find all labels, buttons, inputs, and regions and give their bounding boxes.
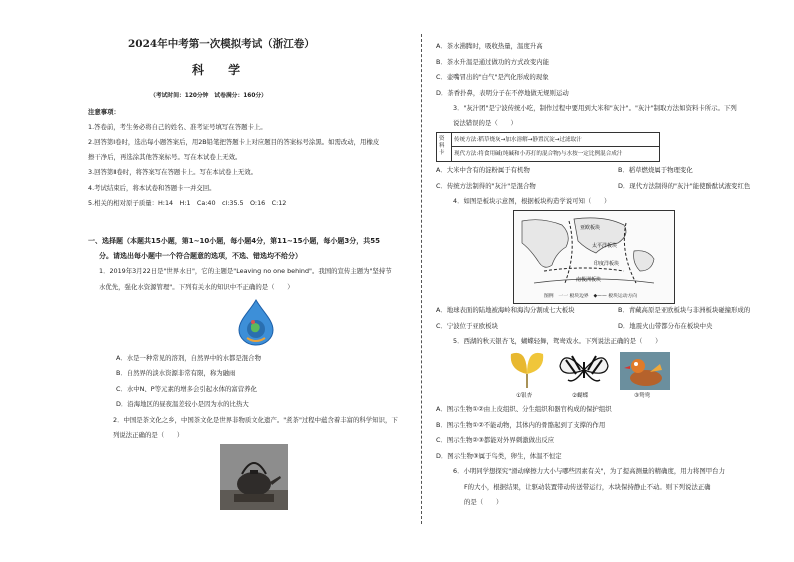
right-column <box>424 0 794 562</box>
subject-title: 科 学 <box>192 63 251 77</box>
q4-option-c: C．宁波位于亚欧板块 <box>436 322 498 330</box>
q5-option-c: C．图示生物②③都能对外界刺激做出反应 <box>436 436 555 444</box>
q3-option-b: B．稻草燃烧属于物理变化 <box>618 166 693 174</box>
note-2-cont: 擦干净后，再选涂其他答案标号。写在本试卷上无效。 <box>88 153 242 161</box>
q3-option-d: D．现代方法制得的"灰汁"能使酚酞试液变红色 <box>618 182 751 190</box>
q6-stem-cont: F的大小，根据结果，让驱动装置带动传送带运行，木块保持静止不动。则下列说法正确 <box>464 483 711 491</box>
note-5: 5.相关的相对原子质量：H:14 H:1 Ca:40 cl:35.5 O:16 C:12 <box>88 199 287 207</box>
mandarin-duck-caption: ③鸳鸯 <box>634 393 651 399</box>
data-card <box>436 132 660 162</box>
q2-option-d: D．茶香扑鼻，表明分子在不停地做无规则运动 <box>436 89 569 97</box>
note-4: 4.考试结束后，将本试卷和答题卡一并交回。 <box>88 184 216 192</box>
q4-option-b: B．青藏高原是亚欧板块与非洲板块碰撞形成的 <box>618 306 751 314</box>
map-label-indian: 印度洋板块 <box>594 261 620 267</box>
q1-stem: 1．2019年3月22日是"世界水日"，它的主题是"Leaving no one behind"。我国的宣传主题为"坚持节 <box>99 267 392 275</box>
plate-map-drawing <box>514 211 674 295</box>
q2-option-b: B．茶水升温是通过做功的方式改变内能 <box>436 58 550 66</box>
q2-stem: 2．中国是茶文化之乡，中国茶文化是世界非物质文化遗产。"煮茶"过程中蕴含着丰富的科学知识，下 <box>113 416 398 424</box>
data-card-modern: 现代方法:将食用碱(纯碱和小苏打的混合物)与水按一定比例混合成汁 <box>454 151 623 157</box>
data-card-label: 资料卡 <box>439 136 445 156</box>
q5-option-b: B．图示生物①②不能动物，其体内的骨骼起到了支撑的作用 <box>436 421 606 429</box>
q1-option-a: A．水是一种常见的溶剂，自然界中的水都是混合物 <box>116 354 261 362</box>
q2-option-c: C．壶嘴冒出的"白气"是汽化形成的现象 <box>436 73 549 81</box>
q4-option-a: A．地球表面的陆地被海岭和海沟分割成七大板块 <box>436 306 575 314</box>
data-card-traditional: 传统方法:稻草烧灰→加水溶解→静置沉淀→过滤取汁 <box>454 137 582 143</box>
note-2: 2.回答第Ⅰ卷时，选出每小题答案后，用2B铅笔把答题卡上对应题目的答案标号涂黑。如需改动，用橡皮 <box>88 138 380 146</box>
q3-stem: 3．"灰汁团"是宁波传统小吃，制作过程中要用到大米和"灰汁"。"灰汁"制取方法如资料卡所示。下列 <box>453 104 737 112</box>
q3-stem-cont: 说法错误的是（ ） <box>453 119 517 127</box>
butterfly-picture <box>558 352 610 388</box>
section1-heading: 一、选择题（本题共15小题，第1~10小题，每小题4分，第11~15小题，每小题3分，共55 <box>88 237 381 245</box>
q3-option-c: C．传统方法制得的"灰汁"是混合物 <box>436 182 536 190</box>
exam-title: 2024年中考第一次模拟考试（浙江卷） <box>128 38 315 50</box>
q1-option-d: D．沿海地区的昼夜温差较小是因为水的比热大 <box>116 400 249 408</box>
q5-option-d: D．图示生物③属于鸟类，卵生，体温不恒定 <box>436 452 562 460</box>
map-label-pacific: 太平洋板块 <box>592 243 618 249</box>
q3-option-a: A．大米中含有的淀粉属于有机物 <box>436 166 530 174</box>
map-label-eurasian: 亚欧板块 <box>580 225 601 231</box>
q2-option-a: A．茶水沸腾时，吸收热量，温度升高 <box>436 42 543 50</box>
mandarin-duck-picture <box>620 352 670 390</box>
plate-map <box>513 210 675 304</box>
q2-stem-cont: 列说法正确的是（ ） <box>113 431 184 439</box>
water-drop-globe-figure <box>233 298 279 346</box>
q4-stem: 4．如图是板块示意图，根据板块构造学说可知（ ） <box>453 197 611 205</box>
section1-heading-cont: 分。请选出每小题中一个符合题意的选项，不选、错选均不给分） <box>99 252 302 260</box>
q1-option-c: C．水中N、P等元素的增多会引起水体的富营养化 <box>116 385 257 393</box>
q5-stem: 5．西湖的秋天银杏飞，蝴蝶轻舞，鸳鸯戏水。下列说法正确的是（ ） <box>453 337 662 345</box>
teapot-photo <box>220 444 288 510</box>
q1-stem-cont: 水优先，强化水资源管理"。下列有关水的知识中不正确的是（ ） <box>99 283 294 291</box>
notes-heading: 注意事项： <box>88 108 120 116</box>
ginkgo-caption: ①银杏 <box>516 393 533 399</box>
exam-info: （考试时间：120分钟 试卷满分：160分） <box>150 93 267 99</box>
map-label-antarctic: 南极洲板块 <box>576 277 602 283</box>
ginkgo-picture <box>504 350 550 390</box>
map-legend: 图例 一一 板块边界 ◆—— 板块运动方向 <box>544 294 638 299</box>
butterfly-caption: ②蝴蝶 <box>572 393 589 399</box>
q5-option-a: A．图示生物①②由上皮组织、分生组织和器官构成的保护组织 <box>436 405 612 413</box>
q4-option-d: D．地震火山带都分布在板块中央 <box>618 322 713 330</box>
q1-option-b: B．自然界的淡水资源非常有限，称为融雨 <box>116 369 236 377</box>
q6-stem: 6．小明同学想探究"滑动摩擦力大小与哪些因素有关"，为了提高测量的精确度，用力将图甲台力 <box>453 467 725 475</box>
note-3: 3.回答第Ⅱ卷时，将答案写在答题卡上。写在本试卷上无效。 <box>88 168 258 176</box>
column-divider <box>421 34 422 524</box>
note-1: 1.答卷前，考生务必将自己的姓名、准考证号填写在答题卡上。 <box>88 123 267 131</box>
q6-stem-cont2: 的是（ ） <box>464 498 503 506</box>
